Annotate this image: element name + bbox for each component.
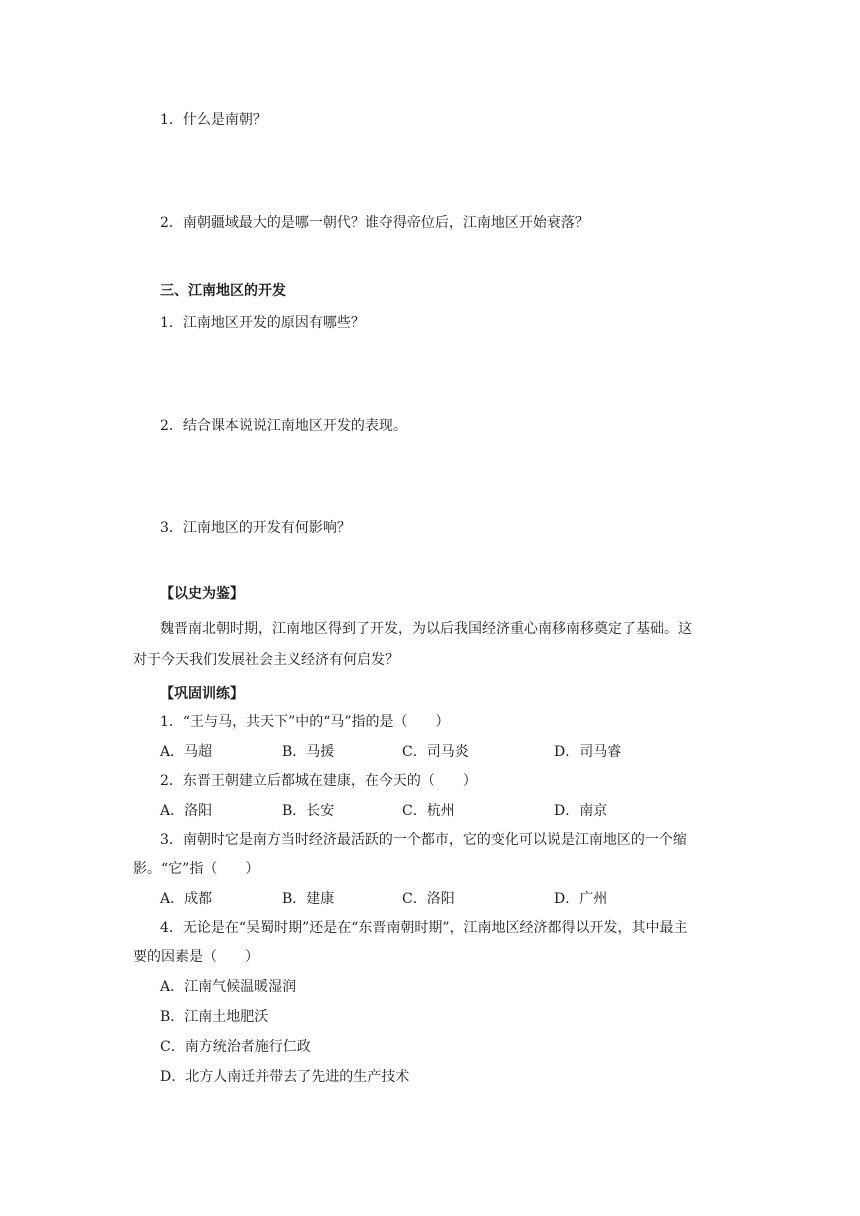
paragraph-history-mirror-line-1: 魏晋南北朝时期，江南地区得到了开发，为以后我国经济重心南移南移奠定了基础。这 [160, 621, 692, 637]
section-heading-practice: 【巩固训练】 [160, 686, 244, 702]
practice-q3-option-a: A．成都 [160, 891, 213, 907]
section-heading-jiangnan: 三、江南地区的开发 [160, 283, 286, 299]
paragraph-history-mirror-line-2: 对于今天我们发展社会主义经济有何启发？ [133, 652, 399, 668]
practice-q2-option-a: A．洛阳 [160, 803, 213, 819]
question-development-reasons: 1．江南地区开发的原因有哪些？ [160, 315, 365, 331]
practice-q1-option-d: D．司马睿 [554, 744, 622, 760]
practice-q1-option-c: C．司马炎 [402, 744, 469, 760]
practice-question-2: 2．东晋王朝建立后都城在建康，在今天的（ ） [160, 773, 477, 789]
question-development-performance: 2．结合课本说说江南地区开发的表现。 [160, 418, 407, 434]
practice-q2-option-c: C．杭州 [402, 803, 455, 819]
section-heading-history-mirror: 【以史为鉴】 [160, 586, 244, 602]
practice-q3-option-b: B．建康 [282, 891, 335, 907]
practice-q4-option-a: A．江南气候温暖湿润 [160, 979, 297, 995]
question-development-impact: 3．江南地区的开发有何影响？ [160, 520, 351, 536]
practice-q3-option-d: D．广州 [554, 891, 608, 907]
question-largest-territory: 2．南朝疆域最大的是哪一朝代？谁夺得帝位后，江南地区开始衰落？ [160, 215, 589, 231]
practice-q1-option-b: B．马援 [282, 744, 335, 760]
practice-question-3-line-1: 3．南朝时它是南方当时经济最活跃的一个都市，它的变化可以说是江南地区的一个缩 [160, 832, 687, 848]
practice-q4-option-d: D．北方人南迁并带去了先进的生产技术 [160, 1069, 410, 1085]
practice-q2-option-d: D．南京 [554, 803, 608, 819]
question-south-dynasty: 1．什么是南朝？ [160, 112, 267, 128]
practice-question-3-line-2: 影。“它”指（ ） [133, 861, 260, 877]
practice-q1-option-a: A．马超 [160, 744, 213, 760]
practice-question-1: 1．“王与马，共天下”中的“马”指的是（ ） [160, 714, 450, 730]
practice-question-4-line-2: 要的因素是（ ） [133, 949, 259, 965]
practice-q4-option-c: C．南方统治者施行仁政 [160, 1039, 311, 1055]
practice-question-4-line-1: 4．无论是在“吴蜀时期”还是在“东晋南朝时期”，江南地区经济都得以开发，其中最主 [160, 920, 688, 936]
practice-q2-option-b: B．长安 [282, 803, 335, 819]
practice-q4-option-b: B．江南土地肥沃 [160, 1009, 269, 1025]
practice-q3-option-c: C．洛阳 [402, 891, 455, 907]
